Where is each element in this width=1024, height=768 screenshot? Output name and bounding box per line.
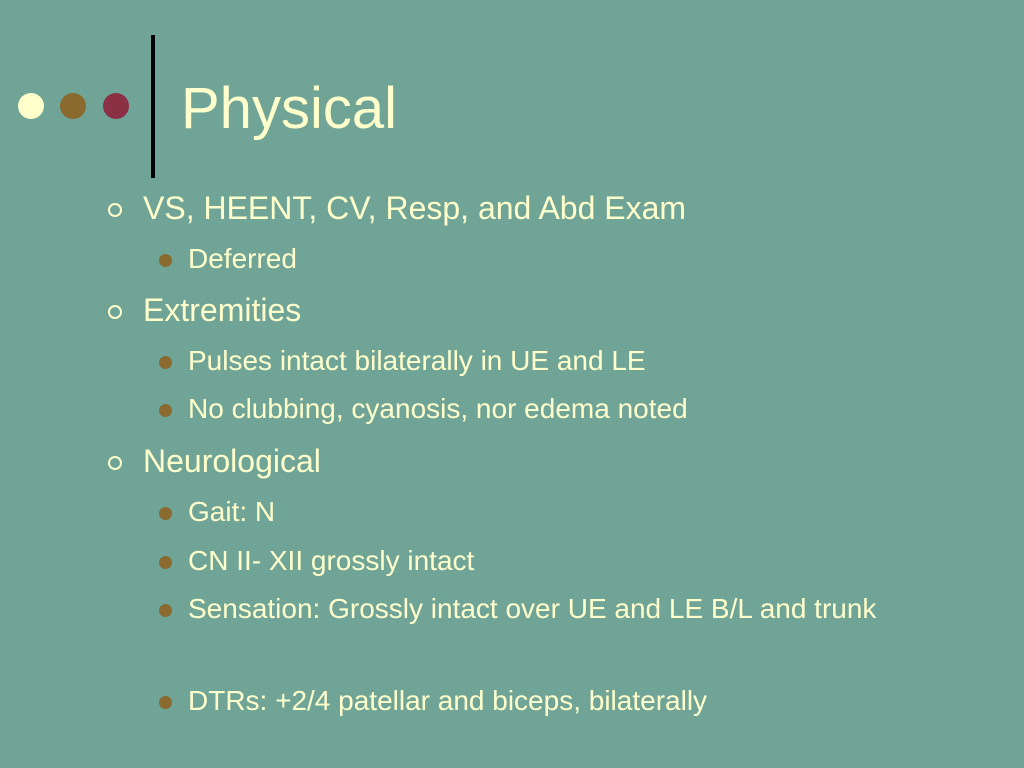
dot-bullet-icon xyxy=(159,696,172,709)
slide-title: Physical xyxy=(181,76,397,141)
sub-bullet-item: Deferred xyxy=(188,243,297,274)
ring-bullet-icon xyxy=(108,456,122,470)
dot-bullet-icon xyxy=(159,604,172,617)
sub-bullet-item: DTRs: +2/4 patellar and biceps, bilaterally xyxy=(188,685,708,716)
sub-bullet-item: Sensation: Grossly intact over UE and LE B/L and trunk xyxy=(188,593,877,624)
dot-bullet-icon xyxy=(159,404,172,417)
sub-bullet-item: No clubbing, cyanosis, nor edema noted xyxy=(188,393,688,424)
bullet-item: Neurological xyxy=(143,443,321,479)
ring-bullet-icon xyxy=(108,305,122,319)
ring-bullet-icon xyxy=(108,203,122,217)
dot-bullet-icon xyxy=(159,356,172,369)
dot-bullet-icon xyxy=(159,507,172,520)
bullet-item: VS, HEENT, CV, Resp, and Abd Exam xyxy=(143,190,687,226)
sub-bullet-item: Pulses intact bilaterally in UE and LE xyxy=(188,345,646,376)
bullet-item: Extremities xyxy=(143,292,302,328)
sub-bullet-item: Gait: N xyxy=(188,496,276,527)
dot-bullet-icon xyxy=(159,254,172,267)
dot-bullet-icon xyxy=(159,556,172,569)
sub-bullet-item: CN II- XII grossly intact xyxy=(188,545,475,576)
